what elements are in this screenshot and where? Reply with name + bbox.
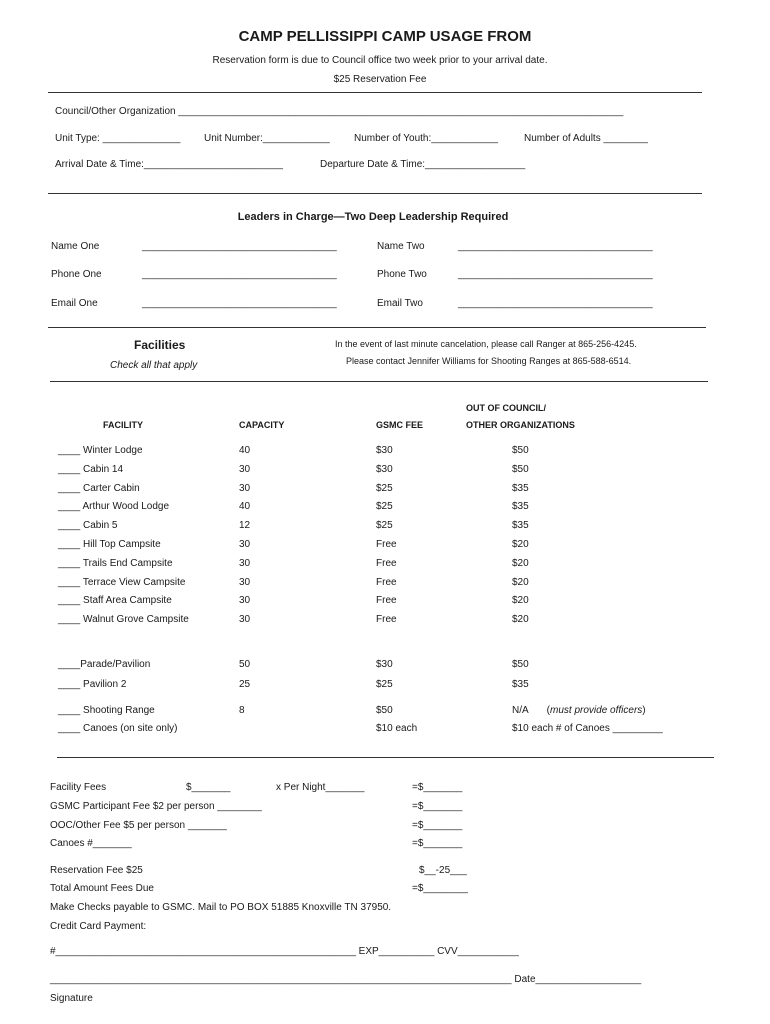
gsmc-fee-value: $30 (376, 445, 393, 456)
page-subtitle: Reservation form is due to Council office two week prior to your arrival date. (212, 55, 548, 66)
capacity-value: 30 (239, 482, 251, 494)
check-all-note: Check all that apply (110, 360, 198, 371)
gsmc-fee-shooting-range: $50 (376, 705, 393, 716)
facility-name-shooting-range[interactable]: ____ Shooting Range (58, 705, 155, 716)
total-fees-label: Total Amount Fees Due (50, 883, 154, 894)
ooc-fee-value: $50 (512, 463, 529, 475)
ooc-fee-value: $20 (512, 539, 529, 550)
capacity-value: 25 (239, 679, 251, 690)
facility-name[interactable]: ____ Trails End Campsite (58, 557, 173, 569)
ooc-fee-value: $20 (512, 614, 529, 626)
divider (57, 757, 714, 758)
phone-two-label: Phone Two (377, 269, 427, 280)
signature-date-line[interactable]: ___________________________________________________________________________________ Date___________________ (50, 974, 642, 985)
arrival-field[interactable]: Arrival Date & Time:_________________________ (55, 159, 283, 170)
capacity-value: 30 (239, 595, 251, 607)
shooting-range-notice: Please contact Jennifer Williams for Shooting Ranges at 865-588-6514. (346, 356, 632, 366)
email-one-label: Email One (51, 298, 98, 309)
facility-fees-label: Facility Fees (50, 782, 107, 793)
capacity-value: 40 (239, 445, 251, 456)
col-header-facility: FACILITY (103, 420, 143, 430)
col-header-ooc-line2: OTHER ORGANIZATIONS (466, 420, 575, 430)
unit-number-field[interactable]: Unit Number:____________ (204, 133, 330, 144)
gsmc-fee-value: $25 (376, 679, 393, 690)
gsmc-fee-value: Free (376, 539, 397, 550)
ooc-fee-shooting-range: N/A (must provide officers) (512, 705, 646, 716)
facility-name[interactable]: ____ Staff Area Campsite (58, 595, 172, 607)
gsmc-fee-value: Free (376, 557, 397, 569)
col-header-gsmc-fee: GSMC FEE (376, 420, 424, 430)
card-number-line[interactable]: #______________________________________________________ EXP__________ CVV___________ (50, 946, 519, 957)
col-header-ooc-line1: OUT OF COUNCIL/ (466, 403, 546, 413)
facility-fees-amount[interactable]: $_______ (186, 782, 231, 793)
name-one-field[interactable]: ___________________________________ (142, 241, 337, 252)
per-night-field[interactable]: x Per Night_______ (276, 782, 365, 793)
gsmc-fee-value: $25 (376, 482, 393, 494)
email-two-label: Email Two (377, 298, 423, 309)
unit-type-field[interactable]: Unit Type: ______________ (55, 133, 181, 144)
ooc-other-total[interactable]: =$_______ (412, 820, 463, 831)
facility-name[interactable]: ____Parade/Pavilion (58, 659, 151, 670)
cancel-notice: In the event of last minute cancelation, please call Ranger at 865-256-4245. (335, 339, 637, 349)
ooc-na: N/A (512, 705, 529, 716)
ooc-fee-value: $35 (512, 501, 529, 513)
canoes-count[interactable]: Canoes #_______ (50, 838, 132, 849)
leaders-heading: Leaders in Charge—Two Deep Leadership Required (237, 211, 509, 223)
email-one-field[interactable]: ___________________________________ (142, 298, 337, 309)
gsmc-participant-fee[interactable]: GSMC Participant Fee $2 per person ________ (50, 801, 262, 812)
col-header-capacity: CAPACITY (239, 420, 285, 430)
ooc-fee-value: $35 (512, 520, 529, 532)
ooc-fee-value: $20 (512, 595, 529, 607)
divider (48, 92, 702, 93)
gsmc-fee-value: $30 (376, 659, 393, 670)
facilities-heading: Facilities (134, 338, 186, 352)
name-two-label: Name Two (377, 241, 425, 252)
email-two-field[interactable]: ___________________________________ (458, 298, 653, 309)
capacity-value: 30 (239, 463, 251, 475)
phone-two-field[interactable]: ___________________________________ (458, 269, 653, 280)
capacity-value: 50 (239, 659, 251, 670)
phone-one-field[interactable]: ___________________________________ (142, 269, 337, 280)
facility-name[interactable]: ____ Hill Top Campsite (58, 539, 161, 550)
divider (50, 381, 708, 382)
gsmc-fee-value: $25 (376, 520, 393, 532)
ooc-fee-value: $35 (512, 679, 529, 690)
facility-name[interactable]: ____ Winter Lodge (58, 445, 143, 456)
facility-name[interactable]: ____ Walnut Grove Campsite (58, 614, 189, 626)
gsmc-fee-value: Free (376, 576, 397, 588)
page-title: CAMP PELLISSIPPI CAMP USAGE FROM (238, 28, 532, 45)
council-org-field[interactable]: Council/Other Organization ________________________________________________________________________________ (55, 106, 624, 117)
departure-field[interactable]: Departure Date & Time:__________________ (320, 159, 526, 170)
total-fees-amount[interactable]: =$________ (412, 883, 468, 894)
number-of-youth-field[interactable]: Number of Youth:____________ (354, 133, 499, 144)
facility-name[interactable]: ____ Cabin 14 (58, 463, 124, 475)
name-one-label: Name One (51, 241, 100, 252)
capacity-value: 40 (239, 501, 251, 513)
credit-card-label: Credit Card Payment: (50, 921, 147, 932)
facility-fees-total[interactable]: =$_______ (412, 782, 463, 793)
reservation-fee-line: $25 Reservation Fee (333, 74, 427, 85)
facility-name[interactable]: ____ Terrace View Campsite (58, 576, 186, 588)
gsmc-participant-total[interactable]: =$_______ (412, 801, 463, 812)
signature-label: Signature (50, 993, 93, 1004)
canoes-total[interactable]: =$_______ (412, 838, 463, 849)
ooc-other-fee[interactable]: OOC/Other Fee $5 per person _______ (50, 820, 227, 831)
reservation-fee-label: Reservation Fee $25 (50, 865, 143, 876)
ooc-fee-value: $35 (512, 482, 529, 494)
gsmc-fee-value: $30 (376, 463, 393, 475)
gsmc-fee-value: Free (376, 595, 397, 607)
divider (48, 327, 706, 328)
capacity-value: 30 (239, 614, 251, 626)
divider (48, 193, 702, 194)
ooc-fee-value: $50 (512, 659, 529, 670)
capacity-value: 30 (239, 557, 251, 569)
capacity-value: 30 (239, 576, 251, 588)
gsmc-fee-value: $25 (376, 501, 393, 513)
ooc-fee-value: $20 (512, 557, 529, 569)
ooc-fee-value: $50 (512, 445, 529, 456)
facility-name[interactable]: ____ Pavilion 2 (58, 679, 127, 690)
facility-name[interactable]: ____ Cabin 5 (58, 520, 118, 532)
reservation-fee-amount: $__-25___ (419, 865, 467, 876)
make-checks-note: Make Checks payable to GSMC. Mail to PO BOX 51885 Knoxville TN 37950. (50, 902, 392, 913)
officers-note: must provide officers (550, 705, 643, 716)
name-two-field[interactable]: ___________________________________ (458, 241, 653, 252)
facility-name[interactable]: ____ Carter Cabin (58, 482, 140, 494)
number-of-adults-field[interactable]: Number of Adults ________ (524, 133, 648, 144)
gsmc-fee-canoes: $10 each (376, 723, 418, 734)
capacity-shooting-range: 8 (239, 705, 245, 716)
capacity-value: 12 (239, 520, 251, 532)
facility-name[interactable]: ____ Arthur Wood Lodge (58, 501, 170, 513)
capacity-value: 30 (239, 539, 251, 550)
facility-name-canoes[interactable]: ____ Canoes (on site only) (58, 723, 178, 734)
phone-one-label: Phone One (51, 269, 102, 280)
ooc-fee-value: $20 (512, 576, 529, 588)
gsmc-fee-value: Free (376, 614, 397, 626)
ooc-fee-canoes[interactable]: $10 each # of Canoes _________ (512, 723, 663, 734)
